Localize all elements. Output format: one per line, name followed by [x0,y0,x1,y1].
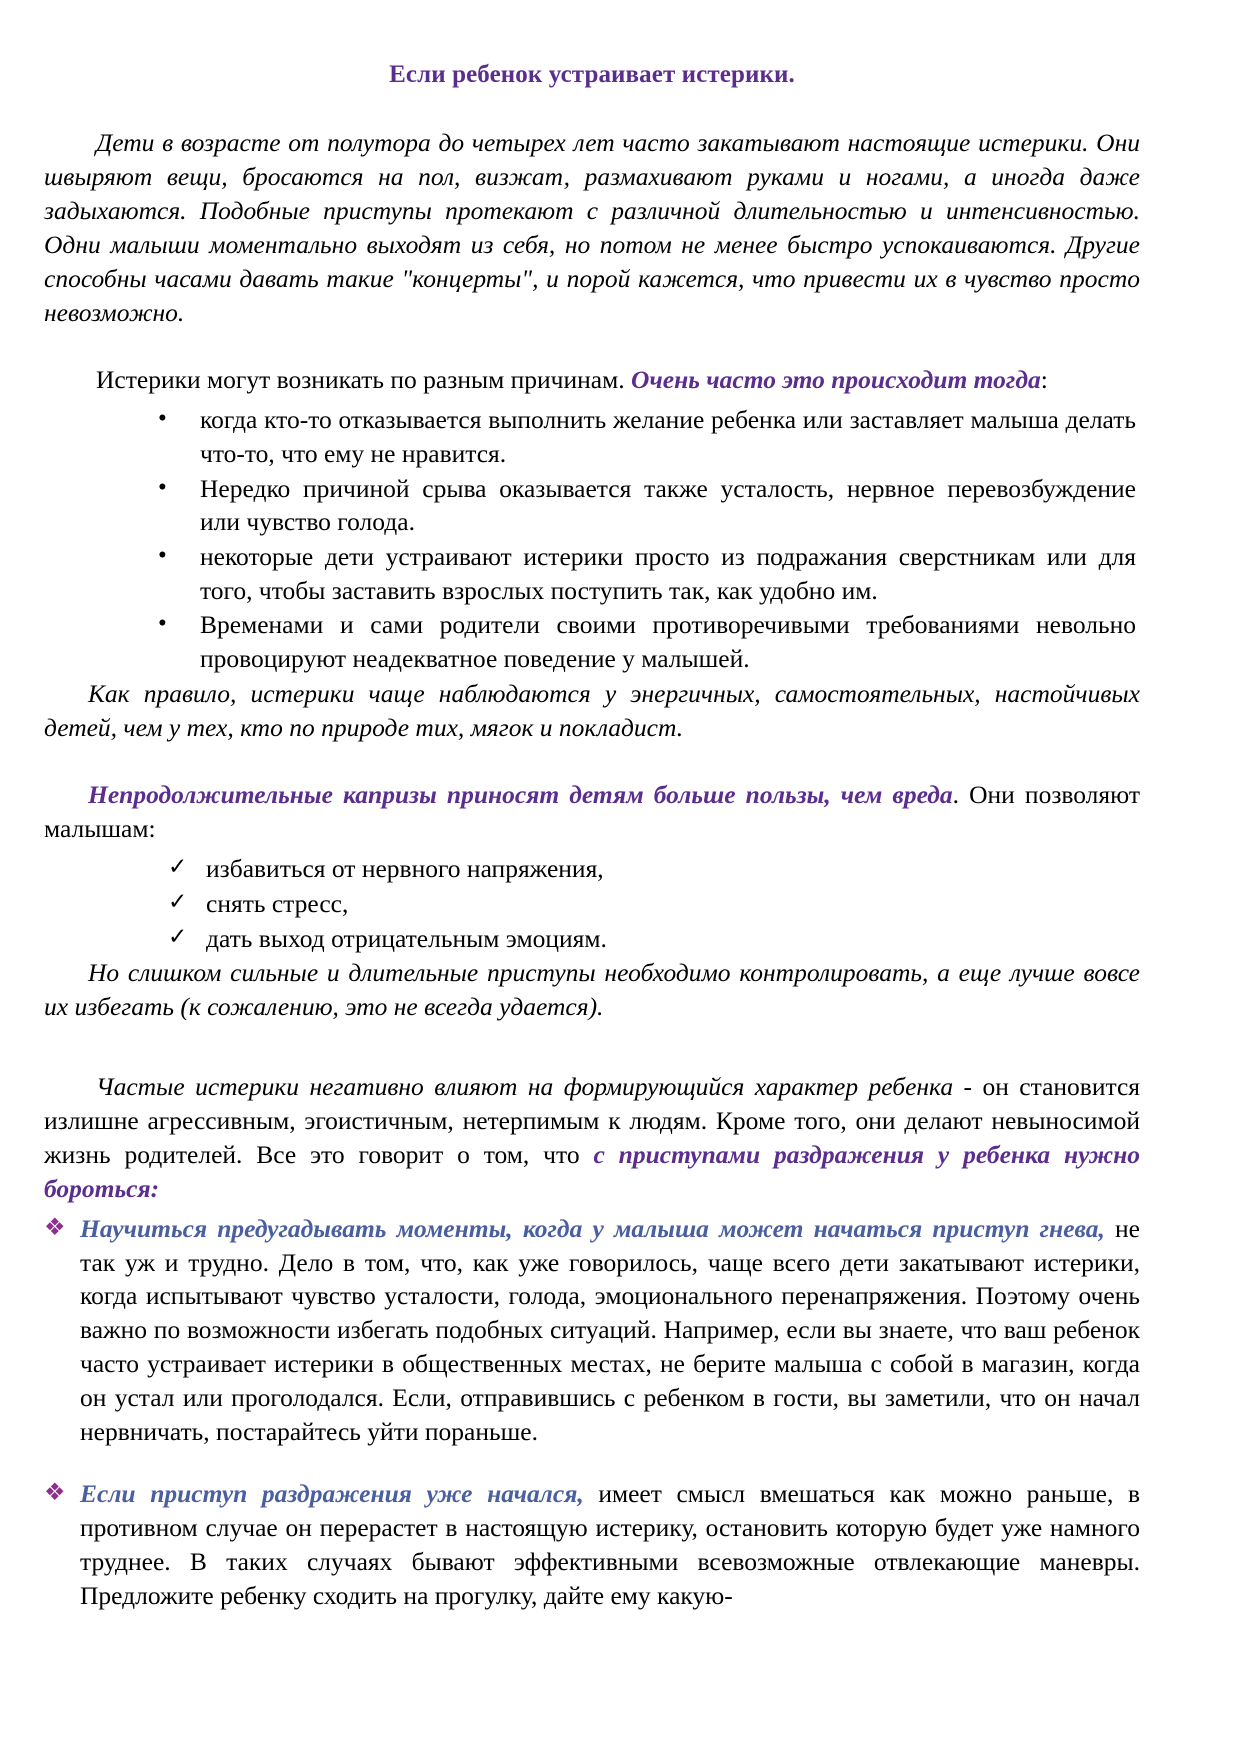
effects-lead-highlight: с приступами раздражения у ребенка нужно бороться: [44,1139,1141,1203]
list-item-text: избавиться от нервного напряжения, [206,854,604,884]
list-item-text: Временами и сами родители своими противоречивыми требованиями невольно провоцируют неадекватное поведение у малышей. [200,610,1136,673]
causes-list [44,403,1140,675]
list-item [142,472,1140,539]
effects-lead-accent: Частые истерики негативно влияют на формирующийся характер ребенка [96,1072,954,1101]
effects-paragraph [44,1070,1140,1206]
benefits-list [44,852,1140,955]
list-item [164,887,1140,921]
list-item-text: когда кто-то отказывается выполнить желание ребенка или заставляет малыша делать что-то, что ему не нравится. [200,405,1136,468]
list-item-body [80,1477,1140,1613]
list-item-text: не так уж и трудно. Дело в том, что, как уже говорилось, чаще всего дети закатывают истерики, когда испытывают чувство усталости, голода, эмоционального перенапряжения. Поэтому очень важно по возможности избегать подобных ситуаций. Например, если вы знаете, что ваш ребенок часто устраивает истерики в общественных местах, не берите малыша с собой в магазин, когда он устал или проголодался. Если, отправившись с ребенком в гости, вы заметили, что он начал нервничать, постарайтесь уйти пораньше. [80,1213,1140,1447]
spacer [44,750,1140,778]
check-icon: ✓ [168,854,188,880]
causes-lead [44,363,1140,397]
causes-lead-accent: Очень часто это происходит тогда [630,365,1041,395]
benefits-lead-accent: Непродолжительные капризы приносят детям больше пользы, чем вреда [88,780,953,810]
list-item [164,852,1140,886]
effects-lead-plain: - он становится излишне агрессивным, эгоистичным, нетерпимым к людям. Кроме того, они делают невыносимой жизнь родителей. Все это говорит о том, что [44,1072,1140,1169]
benefits-lead [44,778,1140,846]
list-item [142,403,1140,470]
list-item [142,608,1140,675]
check-icon: ✓ [168,888,188,914]
list-item [164,922,1140,956]
list-item-text: снять стресс, [206,888,349,918]
intro-paragraph: Дети в возрасте от полутора до четырех лет часто закатывают настоящие истерики. Они швыряют вещи, бросаются на пол, визжат, размахивают руками и ногами, а иногда даже задыхаются. Подобные приступы протекают с различной длительностью и интенсивностью. Одни малыши моментально выходят из себя, но потом не менее быстро успокаиваются. Другие способны часами давать такие "концерты", и порой кажется, что привести их в чувство просто невозможно. [44,128,1140,327]
diamond-icon: ❖ [44,1214,66,1241]
list-item-text: дать выход отрицательным эмоциям. [206,923,607,953]
benefits-closing: Но слишком сильные и длительные приступы необходимо контролировать, а еще лучше вовсе их избегать (к сожалению, это не всегда удается). [44,958,1140,1022]
benefits-lead-plain: . Они позволяют малышам: [44,780,1140,844]
bullet-icon: • [158,541,167,569]
page-title: Если ребенок устраивает истерики. [389,61,795,88]
list-item [44,1477,1140,1613]
list-item-text: Нередко причиной срыва оказывается также усталость, нервное перевозбуждение или чувство голода. [200,473,1136,537]
spacer [44,1030,1140,1070]
causes-lead-tail: : [1040,365,1048,395]
spacer [44,335,1140,363]
diamond-icon: ❖ [44,1479,66,1506]
check-icon: ✓ [168,923,188,949]
causes-lead-plain: Истерики могут возникать по разным причинам. [96,365,631,395]
list-item [44,1212,1140,1449]
list-item-accent: Научиться предугадывать моменты, когда у малыша может начаться приступ гнева, [80,1213,1105,1243]
list-item-accent: Если приступ раздражения уже начался, [80,1478,584,1508]
bullet-icon: • [158,473,167,501]
causes-closing: Как правило, истерики чаще наблюдаются у энергичных, самостоятельных, настойчивых детей, чем у тех, кто по природе тих, мягок и покладист. [44,678,1140,742]
list-item-text: имеет смысл вмешаться как можно раньше, в противном случае он перерастет в настоящую истерику, остановить которую будет уже намного труднее. В таких случаях бывают эффективными всевозможные отвлекающие маневры. Предложите ребенку сходить на прогулку, дайте ему какую- [80,1478,1141,1610]
list-item-text: некоторые дети устраивают истерики просто из подражания сверстникам или для того, чтобы заставить взрослых поступить так, как удобно им. [200,541,1136,605]
list-item [142,540,1140,607]
advice-list [44,1212,1140,1613]
bullet-icon: • [158,610,167,638]
list-item-body [80,1212,1140,1449]
bullet-icon: • [158,405,167,433]
